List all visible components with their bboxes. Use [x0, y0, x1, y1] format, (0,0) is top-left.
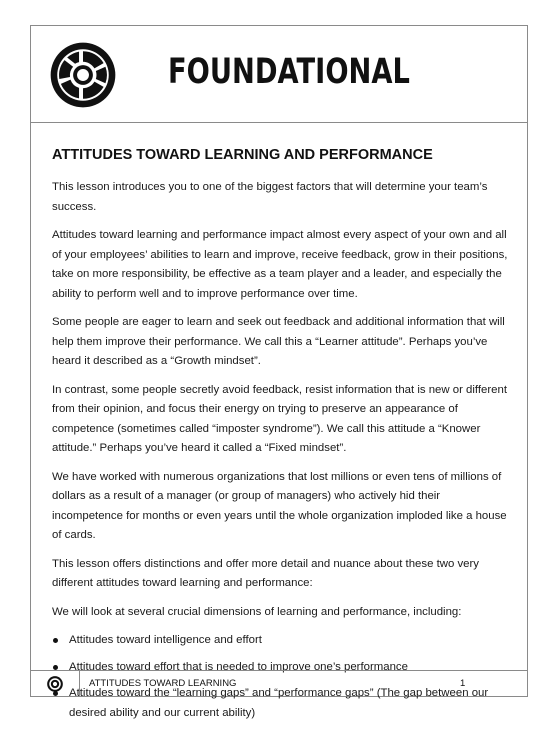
paragraph-impact: Attitudes toward learning and performance impact almost every aspect of your own and all of your employees’ abilities to learn and improve, receive feedback, grow in their positions, take on more responsibility, be effective as a team player and a leader, and especially the ability to perform well and to improve performance over time.: [52, 229, 508, 300]
list-item-text: Attitudes toward the “learning gaps” and “performance gaps” (The gap between our desired ability and our current ability): [69, 687, 489, 719]
paragraph-knower-attitude: In contrast, some people secretly avoid feedback, resist information that is new or different from their opinion, and focus their energy on trying to preserve an appearance of competence (sometimes called “imposter syndrome”). We call this attitude a “Knower attitude.” Perhaps you’ve heard it called a “Fixed mindset”.: [52, 383, 508, 454]
bullet-icon: [53, 665, 58, 670]
lesson-title: ATTITUDES TOWARD LEARNING AND PERFORMANCE: [52, 147, 433, 163]
list-item-text: Attitudes toward effort that is needed to improve one’s performance: [69, 660, 408, 673]
list-item-text: Attitudes toward intelligence and effort: [69, 634, 262, 646]
segmented-ring-logo-icon: [50, 42, 116, 108]
paragraph-organizations: We have worked with numerous organizations that lost millions or even tens of millions of dollars as a result of a manager (or group of managers) who actively hid their incompetence for months or even years until the whole organization imploded like a house of cards.: [52, 470, 507, 541]
page-number: 1: [460, 678, 466, 689]
paragraph-learner-attitude: Some people are eager to learn and seek out feedback and additional information that will help them improve their performance. We call this a “Learner attitude”. Perhaps you’ve heard it described as a “Growth mindset”.: [52, 316, 505, 367]
bullet-icon: [53, 638, 58, 643]
paragraph-intro: This lesson introduces you to one of the biggest factors that will determine your team’s success.: [52, 181, 488, 213]
page-header: [31, 26, 527, 123]
brand-name: FOUNDATIONAL: [168, 52, 410, 92]
segmented-ring-logo-icon: [47, 676, 63, 692]
page-footer: [31, 670, 527, 697]
paragraph-dimensions: We will look at several crucial dimensions of learning and performance, including:: [52, 605, 462, 618]
document-page: [30, 25, 528, 719]
paragraph-lesson-offers: This lesson offers distinctions and offer more detail and nuance about these two very different attitudes toward learning and performance:: [52, 557, 479, 589]
footer-title: ATTITUDES TOWARD LEARNING: [89, 678, 237, 689]
footer-logo-cell: [31, 671, 80, 697]
list-item: [52, 631, 512, 651]
lesson-content: [52, 145, 512, 730]
